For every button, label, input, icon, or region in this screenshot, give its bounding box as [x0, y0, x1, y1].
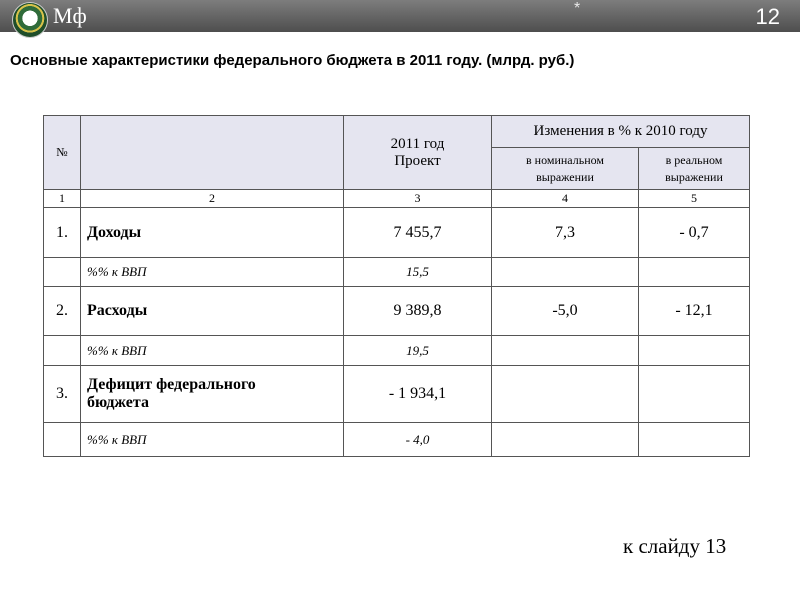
next-slide-link[interactable]: к слайду 13 [623, 534, 727, 558]
gdp-value: - 4,0 [344, 423, 492, 457]
row-number: 1. [44, 208, 81, 258]
row-blank [492, 336, 639, 366]
row-blank [44, 336, 81, 366]
row-blank [44, 258, 81, 287]
gdp-value: 19,5 [344, 336, 492, 366]
header-2011-line1: 2011 год [390, 135, 445, 152]
row-nominal: -5,0 [492, 287, 639, 336]
header-real [639, 148, 750, 190]
table-row [44, 258, 750, 287]
column-number: 2 [81, 190, 344, 208]
header-number: № [44, 116, 81, 190]
row-number: 3. [44, 366, 81, 423]
page-number: 12 [755, 4, 780, 29]
gdp-label: %% к ВВП [81, 258, 344, 287]
column-number: 5 [639, 190, 750, 208]
header-blank [81, 116, 344, 190]
row-blank [639, 423, 750, 457]
row-value: 9 389,8 [344, 287, 492, 336]
header-change: Изменения в % к 2010 году [492, 116, 750, 148]
row-label: Доходы [81, 208, 344, 258]
gdp-label: %% к ВВП [81, 336, 344, 366]
table-row [44, 336, 750, 366]
gdp-label: %% к ВВП [81, 423, 344, 457]
table-row [44, 423, 750, 457]
column-number: 4 [492, 190, 639, 208]
row-blank [639, 336, 750, 366]
row-nominal [492, 366, 639, 423]
header-real-line1: в реальном [665, 152, 723, 167]
row-label: Расходы [81, 287, 344, 336]
row-real: - 12,1 [639, 287, 750, 336]
column-number: 1 [44, 190, 81, 208]
top-bar [0, 0, 800, 32]
slide-marker: * [574, 0, 581, 17]
table-row [44, 208, 750, 258]
row-value: 7 455,7 [344, 208, 492, 258]
row-blank [492, 423, 639, 457]
row-blank [492, 258, 639, 287]
row-label [81, 366, 344, 423]
row-label-line2: бюджета [87, 394, 149, 411]
row-real: - 0,7 [639, 208, 750, 258]
table-row [44, 287, 750, 336]
row-blank [639, 258, 750, 287]
emblem-logo-icon [12, 2, 48, 38]
gdp-value: 15,5 [344, 258, 492, 287]
header-2011 [344, 116, 492, 190]
header-real-line2: выражении [665, 169, 723, 184]
column-number: 3 [344, 190, 492, 208]
brand-text: Мф [53, 3, 87, 28]
header-2011-line2: Проект [394, 152, 441, 169]
row-blank [44, 423, 81, 457]
row-label-line1: Дефицит федерального [87, 376, 256, 393]
column-number-row [44, 190, 750, 208]
row-nominal: 7,3 [492, 208, 639, 258]
budget-table [43, 115, 750, 457]
row-number: 2. [44, 287, 81, 336]
page-title: Основные характеристики федерального бюджета в 2011 году. (млрд. руб.) [10, 52, 575, 69]
header-nominal-line1: в номинальном [526, 152, 604, 167]
table-row [44, 366, 750, 423]
header-nominal [492, 148, 639, 190]
row-value: - 1 934,1 [344, 366, 492, 423]
row-real [639, 366, 750, 423]
header-nominal-line2: выражении [536, 169, 594, 184]
